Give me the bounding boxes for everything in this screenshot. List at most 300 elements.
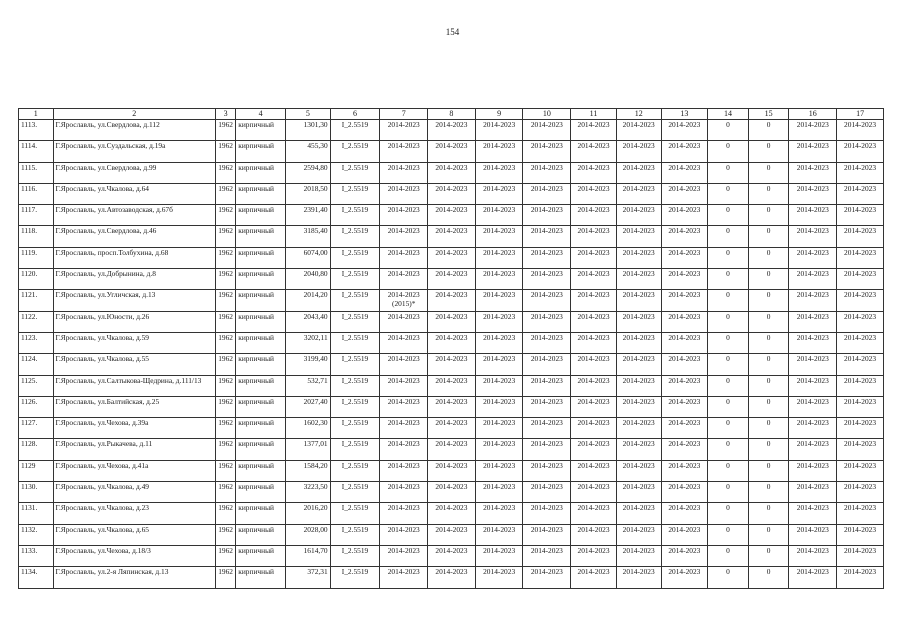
period-cell-17: 2014-2023 xyxy=(837,503,884,524)
column-header-10: 10 xyxy=(523,109,571,120)
series-cell: I_2.5519 xyxy=(330,545,380,566)
year-cell: 1962 xyxy=(215,226,235,247)
table-row xyxy=(19,418,884,439)
period-cell-17: 2014-2023 xyxy=(837,269,884,290)
period-cell-13: 2014-2023 xyxy=(661,354,708,375)
period-cell-12: 2014-2023 xyxy=(616,247,661,268)
period-cell-16: 2014-2023 xyxy=(789,120,837,141)
period-cell-8: 2014-2023 xyxy=(428,482,476,503)
value-cell-14: 0 xyxy=(708,354,749,375)
year-cell: 1962 xyxy=(215,567,235,588)
address-cell: Г.Ярославль, ул.Свердлова, д.99 xyxy=(53,162,215,183)
value-cell-14: 0 xyxy=(708,183,749,204)
period-cell-9: 2014-2023 xyxy=(475,418,523,439)
period-cell-11: 2014-2023 xyxy=(571,120,617,141)
period-cell-8: 2014-2023 xyxy=(428,183,476,204)
period-cell-8: 2014-2023 xyxy=(428,332,476,353)
period-cell-13: 2014-2023 xyxy=(661,162,708,183)
period-cell-8: 2014-2023 xyxy=(428,162,476,183)
year-cell: 1962 xyxy=(215,141,235,162)
period-cell-7: 2014-2023 xyxy=(380,162,428,183)
period-cell-13: 2014-2023 xyxy=(661,226,708,247)
column-header-12: 12 xyxy=(616,109,661,120)
period-cell-12: 2014-2023 xyxy=(616,567,661,588)
period-cell-7: 2014-2023 xyxy=(380,567,428,588)
value-cell-14: 0 xyxy=(708,226,749,247)
value-cell-15: 0 xyxy=(748,269,789,290)
period-cell-11: 2014-2023 xyxy=(571,290,617,311)
period-cell-11: 2014-2023 xyxy=(571,396,617,417)
area-cell: 1377,01 xyxy=(285,439,330,460)
period-cell-16: 2014-2023 xyxy=(789,183,837,204)
period-cell-9: 2014-2023 xyxy=(475,354,523,375)
area-cell: 1614,70 xyxy=(285,545,330,566)
address-cell: Г.Ярославль, просп.Толбухина, д.68 xyxy=(53,247,215,268)
address-cell: Г.Ярославль, ул.2-я Ляпинская, д.13 xyxy=(53,567,215,588)
period-cell-8: 2014-2023 xyxy=(428,120,476,141)
column-header-4: 4 xyxy=(236,109,286,120)
area-cell: 3185,40 xyxy=(285,226,330,247)
period-cell-10: 2014-2023 xyxy=(523,375,571,396)
value-cell-15: 0 xyxy=(748,120,789,141)
value-cell-14: 0 xyxy=(708,162,749,183)
period-cell-7: 2014-2023 xyxy=(380,141,428,162)
period-cell-16: 2014-2023 xyxy=(789,141,837,162)
period-cell-12: 2014-2023 xyxy=(616,183,661,204)
period-cell-10: 2014-2023 xyxy=(523,311,571,332)
period-cell-10: 2014-2023 xyxy=(523,524,571,545)
period-cell-7: 2014-2023 (2015)* xyxy=(380,290,428,311)
value-cell-15: 0 xyxy=(748,205,789,226)
period-cell-7: 2014-2023 xyxy=(380,418,428,439)
area-cell: 2016,20 xyxy=(285,503,330,524)
series-cell: I_2.5519 xyxy=(330,503,380,524)
value-cell-15: 0 xyxy=(748,396,789,417)
table-row xyxy=(19,375,884,396)
period-cell-16: 2014-2023 xyxy=(789,290,837,311)
period-cell-9: 2014-2023 xyxy=(475,269,523,290)
period-cell-12: 2014-2023 xyxy=(616,162,661,183)
series-cell: I_2.5519 xyxy=(330,290,380,311)
value-cell-15: 0 xyxy=(748,332,789,353)
value-cell-15: 0 xyxy=(748,524,789,545)
period-cell-13: 2014-2023 xyxy=(661,247,708,268)
row-number: 1134. xyxy=(19,567,54,588)
period-cell-8: 2014-2023 xyxy=(428,524,476,545)
year-cell: 1962 xyxy=(215,418,235,439)
period-cell-9: 2014-2023 xyxy=(475,205,523,226)
period-cell-12: 2014-2023 xyxy=(616,545,661,566)
row-number: 1114. xyxy=(19,141,54,162)
period-cell-9: 2014-2023 xyxy=(475,375,523,396)
value-cell-14: 0 xyxy=(708,290,749,311)
column-header-3: 3 xyxy=(215,109,235,120)
series-cell: I_2.5519 xyxy=(330,375,380,396)
value-cell-15: 0 xyxy=(748,247,789,268)
period-cell-12: 2014-2023 xyxy=(616,503,661,524)
period-cell-10: 2014-2023 xyxy=(523,183,571,204)
column-header-9: 9 xyxy=(475,109,523,120)
area-cell: 1301,30 xyxy=(285,120,330,141)
row-number: 1129 xyxy=(19,460,54,481)
period-cell-11: 2014-2023 xyxy=(571,418,617,439)
period-cell-10: 2014-2023 xyxy=(523,290,571,311)
period-cell-7: 2014-2023 xyxy=(380,226,428,247)
row-number: 1126. xyxy=(19,396,54,417)
table-row xyxy=(19,205,884,226)
period-cell-9: 2014-2023 xyxy=(475,332,523,353)
period-cell-10: 2014-2023 xyxy=(523,567,571,588)
value-cell-15: 0 xyxy=(748,183,789,204)
period-cell-13: 2014-2023 xyxy=(661,311,708,332)
period-cell-10: 2014-2023 xyxy=(523,269,571,290)
period-cell-9: 2014-2023 xyxy=(475,162,523,183)
value-cell-14: 0 xyxy=(708,482,749,503)
series-cell: I_2.5519 xyxy=(330,354,380,375)
series-cell: I_2.5519 xyxy=(330,269,380,290)
period-cell-16: 2014-2023 xyxy=(789,332,837,353)
series-cell: I_2.5519 xyxy=(330,460,380,481)
column-header-6: 6 xyxy=(330,109,380,120)
row-number: 1127. xyxy=(19,418,54,439)
address-cell: Г.Ярославль, ул.Чехова, д.18/3 xyxy=(53,545,215,566)
period-cell-12: 2014-2023 xyxy=(616,418,661,439)
period-cell-7: 2014-2023 xyxy=(380,354,428,375)
address-cell: Г.Ярославль, ул.Угличская, д.13 xyxy=(53,290,215,311)
period-cell-7: 2014-2023 xyxy=(380,545,428,566)
period-cell-10: 2014-2023 xyxy=(523,418,571,439)
address-cell: Г.Ярославль, ул.Чкалова, д.55 xyxy=(53,354,215,375)
period-cell-12: 2014-2023 xyxy=(616,396,661,417)
period-cell-7: 2014-2023 xyxy=(380,524,428,545)
value-cell-14: 0 xyxy=(708,439,749,460)
address-cell: Г.Ярославль, ул.Чкалова, д.49 xyxy=(53,482,215,503)
address-cell: Г.Ярославль, ул.Юности, д.26 xyxy=(53,311,215,332)
period-cell-7: 2014-2023 xyxy=(380,120,428,141)
area-cell: 3202,11 xyxy=(285,332,330,353)
address-cell: Г.Ярославль, ул.Добрынина, д.8 xyxy=(53,269,215,290)
table-row xyxy=(19,396,884,417)
housing-table xyxy=(18,108,884,589)
row-number: 1132. xyxy=(19,524,54,545)
period-cell-17: 2014-2023 xyxy=(837,396,884,417)
table-row xyxy=(19,567,884,588)
period-cell-7: 2014-2023 xyxy=(380,503,428,524)
period-cell-8: 2014-2023 xyxy=(428,205,476,226)
area-cell: 2028,00 xyxy=(285,524,330,545)
material-cell: кирпичный xyxy=(236,226,286,247)
period-cell-9: 2014-2023 xyxy=(475,290,523,311)
header-row xyxy=(19,109,884,120)
series-cell: I_2.5519 xyxy=(330,226,380,247)
value-cell-14: 0 xyxy=(708,396,749,417)
material-cell: кирпичный xyxy=(236,332,286,353)
row-number: 1133. xyxy=(19,545,54,566)
period-cell-10: 2014-2023 xyxy=(523,141,571,162)
period-cell-9: 2014-2023 xyxy=(475,503,523,524)
period-cell-11: 2014-2023 xyxy=(571,354,617,375)
period-cell-10: 2014-2023 xyxy=(523,247,571,268)
period-cell-12: 2014-2023 xyxy=(616,120,661,141)
period-cell-10: 2014-2023 xyxy=(523,226,571,247)
column-header-14: 14 xyxy=(708,109,749,120)
value-cell-14: 0 xyxy=(708,418,749,439)
row-number: 1124. xyxy=(19,354,54,375)
material-cell: кирпичный xyxy=(236,545,286,566)
period-cell-11: 2014-2023 xyxy=(571,183,617,204)
period-cell-13: 2014-2023 xyxy=(661,567,708,588)
value-cell-15: 0 xyxy=(748,226,789,247)
period-cell-12: 2014-2023 xyxy=(616,354,661,375)
period-cell-17: 2014-2023 xyxy=(837,162,884,183)
period-cell-9: 2014-2023 xyxy=(475,183,523,204)
year-cell: 1962 xyxy=(215,247,235,268)
series-cell: I_2.5519 xyxy=(330,247,380,268)
value-cell-15: 0 xyxy=(748,567,789,588)
material-cell: кирпичный xyxy=(236,247,286,268)
value-cell-15: 0 xyxy=(748,503,789,524)
period-cell-13: 2014-2023 xyxy=(661,183,708,204)
area-cell: 1602,30 xyxy=(285,418,330,439)
column-header-16: 16 xyxy=(789,109,837,120)
value-cell-14: 0 xyxy=(708,524,749,545)
period-cell-9: 2014-2023 xyxy=(475,567,523,588)
material-cell: кирпичный xyxy=(236,205,286,226)
row-number: 1120. xyxy=(19,269,54,290)
column-header-15: 15 xyxy=(748,109,789,120)
series-cell: I_2.5519 xyxy=(330,439,380,460)
period-cell-11: 2014-2023 xyxy=(571,332,617,353)
row-number: 1131. xyxy=(19,503,54,524)
period-cell-17: 2014-2023 xyxy=(837,120,884,141)
period-cell-11: 2014-2023 xyxy=(571,524,617,545)
period-cell-8: 2014-2023 xyxy=(428,247,476,268)
period-cell-7: 2014-2023 xyxy=(380,375,428,396)
period-cell-17: 2014-2023 xyxy=(837,183,884,204)
year-cell: 1962 xyxy=(215,290,235,311)
period-cell-13: 2014-2023 xyxy=(661,332,708,353)
series-cell: I_2.5519 xyxy=(330,567,380,588)
area-cell: 2018,50 xyxy=(285,183,330,204)
row-number: 1119. xyxy=(19,247,54,268)
period-cell-10: 2014-2023 xyxy=(523,162,571,183)
address-cell: Г.Ярославль, ул.Свердлова, д.46 xyxy=(53,226,215,247)
material-cell: кирпичный xyxy=(236,524,286,545)
period-cell-16: 2014-2023 xyxy=(789,567,837,588)
period-cell-8: 2014-2023 xyxy=(428,545,476,566)
area-cell: 2027,40 xyxy=(285,396,330,417)
period-cell-12: 2014-2023 xyxy=(616,226,661,247)
period-cell-7: 2014-2023 xyxy=(380,311,428,332)
column-header-5: 5 xyxy=(285,109,330,120)
value-cell-15: 0 xyxy=(748,439,789,460)
period-cell-9: 2014-2023 xyxy=(475,396,523,417)
year-cell: 1962 xyxy=(215,332,235,353)
period-cell-8: 2014-2023 xyxy=(428,354,476,375)
period-cell-7: 2014-2023 xyxy=(380,205,428,226)
period-cell-7: 2014-2023 xyxy=(380,332,428,353)
value-cell-14: 0 xyxy=(708,545,749,566)
period-cell-17: 2014-2023 xyxy=(837,567,884,588)
value-cell-14: 0 xyxy=(708,141,749,162)
period-cell-9: 2014-2023 xyxy=(475,311,523,332)
column-header-1: 1 xyxy=(19,109,54,120)
address-cell: Г.Ярославль, ул.Чкалова, д.23 xyxy=(53,503,215,524)
table-row xyxy=(19,524,884,545)
area-cell: 455,30 xyxy=(285,141,330,162)
period-cell-12: 2014-2023 xyxy=(616,460,661,481)
material-cell: кирпичный xyxy=(236,396,286,417)
table-row xyxy=(19,332,884,353)
value-cell-15: 0 xyxy=(748,460,789,481)
period-cell-13: 2014-2023 xyxy=(661,375,708,396)
row-number: 1118. xyxy=(19,226,54,247)
address-cell: Г.Ярославль, ул.Чехова, д.39а xyxy=(53,418,215,439)
period-cell-16: 2014-2023 xyxy=(789,439,837,460)
year-cell: 1962 xyxy=(215,311,235,332)
period-cell-11: 2014-2023 xyxy=(571,162,617,183)
material-cell: кирпичный xyxy=(236,567,286,588)
row-number: 1121. xyxy=(19,290,54,311)
row-number: 1113. xyxy=(19,120,54,141)
period-cell-12: 2014-2023 xyxy=(616,141,661,162)
period-cell-17: 2014-2023 xyxy=(837,524,884,545)
year-cell: 1962 xyxy=(215,375,235,396)
period-cell-7: 2014-2023 xyxy=(380,247,428,268)
material-cell: кирпичный xyxy=(236,141,286,162)
period-cell-10: 2014-2023 xyxy=(523,354,571,375)
address-cell: Г.Ярославль, ул.Чкалова, д.65 xyxy=(53,524,215,545)
period-cell-9: 2014-2023 xyxy=(475,247,523,268)
series-cell: I_2.5519 xyxy=(330,141,380,162)
table-row xyxy=(19,183,884,204)
period-cell-8: 2014-2023 xyxy=(428,226,476,247)
address-cell: Г.Ярославль, ул.Чкалова, д.64 xyxy=(53,183,215,204)
period-cell-8: 2014-2023 xyxy=(428,311,476,332)
period-cell-9: 2014-2023 xyxy=(475,141,523,162)
period-cell-17: 2014-2023 xyxy=(837,545,884,566)
period-cell-16: 2014-2023 xyxy=(789,524,837,545)
value-cell-15: 0 xyxy=(748,290,789,311)
period-cell-13: 2014-2023 xyxy=(661,205,708,226)
period-cell-16: 2014-2023 xyxy=(789,162,837,183)
table-row xyxy=(19,269,884,290)
period-cell-12: 2014-2023 xyxy=(616,439,661,460)
period-cell-12: 2014-2023 xyxy=(616,524,661,545)
period-cell-10: 2014-2023 xyxy=(523,545,571,566)
row-number: 1115. xyxy=(19,162,54,183)
table-row xyxy=(19,545,884,566)
period-cell-8: 2014-2023 xyxy=(428,375,476,396)
period-cell-11: 2014-2023 xyxy=(571,205,617,226)
year-cell: 1962 xyxy=(215,524,235,545)
period-cell-13: 2014-2023 xyxy=(661,290,708,311)
period-cell-16: 2014-2023 xyxy=(789,482,837,503)
period-cell-11: 2014-2023 xyxy=(571,482,617,503)
series-cell: I_2.5519 xyxy=(330,162,380,183)
material-cell: кирпичный xyxy=(236,162,286,183)
year-cell: 1962 xyxy=(215,460,235,481)
year-cell: 1962 xyxy=(215,162,235,183)
period-cell-17: 2014-2023 xyxy=(837,311,884,332)
value-cell-14: 0 xyxy=(708,120,749,141)
period-cell-17: 2014-2023 xyxy=(837,226,884,247)
value-cell-15: 0 xyxy=(748,418,789,439)
area-cell: 3199,40 xyxy=(285,354,330,375)
column-header-7: 7 xyxy=(380,109,428,120)
series-cell: I_2.5519 xyxy=(330,524,380,545)
value-cell-14: 0 xyxy=(708,205,749,226)
column-header-13: 13 xyxy=(661,109,708,120)
area-cell: 2040,80 xyxy=(285,269,330,290)
period-cell-13: 2014-2023 xyxy=(661,545,708,566)
period-cell-17: 2014-2023 xyxy=(837,375,884,396)
material-cell: кирпичный xyxy=(236,269,286,290)
period-cell-7: 2014-2023 xyxy=(380,269,428,290)
page-number: 154 xyxy=(445,27,460,37)
period-cell-10: 2014-2023 xyxy=(523,120,571,141)
column-header-8: 8 xyxy=(428,109,476,120)
period-cell-16: 2014-2023 xyxy=(789,247,837,268)
address-cell: Г.Ярославль, ул.Балтийская, д.25 xyxy=(53,396,215,417)
period-cell-16: 2014-2023 xyxy=(789,205,837,226)
material-cell: кирпичный xyxy=(236,418,286,439)
year-cell: 1962 xyxy=(215,545,235,566)
period-cell-17: 2014-2023 xyxy=(837,332,884,353)
period-cell-17: 2014-2023 xyxy=(837,439,884,460)
address-cell: Г.Ярославль, ул.Чкалова, д.59 xyxy=(53,332,215,353)
material-cell: кирпичный xyxy=(236,183,286,204)
value-cell-14: 0 xyxy=(708,460,749,481)
year-cell: 1962 xyxy=(215,482,235,503)
period-cell-8: 2014-2023 xyxy=(428,460,476,481)
period-cell-12: 2014-2023 xyxy=(616,205,661,226)
address-cell: Г.Ярославль, ул.Автозаводская, д.67б xyxy=(53,205,215,226)
series-cell: I_2.5519 xyxy=(330,482,380,503)
column-header-11: 11 xyxy=(571,109,617,120)
period-cell-13: 2014-2023 xyxy=(661,503,708,524)
series-cell: I_2.5519 xyxy=(330,332,380,353)
area-cell: 1584,20 xyxy=(285,460,330,481)
period-cell-16: 2014-2023 xyxy=(789,375,837,396)
material-cell: кирпичный xyxy=(236,354,286,375)
year-cell: 1962 xyxy=(215,183,235,204)
row-number: 1130. xyxy=(19,482,54,503)
period-cell-16: 2014-2023 xyxy=(789,418,837,439)
period-cell-17: 2014-2023 xyxy=(837,290,884,311)
period-cell-10: 2014-2023 xyxy=(523,205,571,226)
series-cell: I_2.5519 xyxy=(330,396,380,417)
value-cell-14: 0 xyxy=(708,332,749,353)
period-cell-7: 2014-2023 xyxy=(380,482,428,503)
column-header-17: 17 xyxy=(837,109,884,120)
table-row xyxy=(19,162,884,183)
period-cell-16: 2014-2023 xyxy=(789,354,837,375)
area-cell: 2391,40 xyxy=(285,205,330,226)
period-cell-13: 2014-2023 xyxy=(661,269,708,290)
material-cell: кирпичный xyxy=(236,503,286,524)
period-cell-9: 2014-2023 xyxy=(475,524,523,545)
period-cell-11: 2014-2023 xyxy=(571,545,617,566)
period-cell-11: 2014-2023 xyxy=(571,567,617,588)
table-row xyxy=(19,247,884,268)
period-cell-16: 2014-2023 xyxy=(789,503,837,524)
table-body xyxy=(19,120,884,589)
period-cell-8: 2014-2023 xyxy=(428,290,476,311)
year-cell: 1962 xyxy=(215,503,235,524)
period-cell-10: 2014-2023 xyxy=(523,332,571,353)
period-cell-12: 2014-2023 xyxy=(616,332,661,353)
